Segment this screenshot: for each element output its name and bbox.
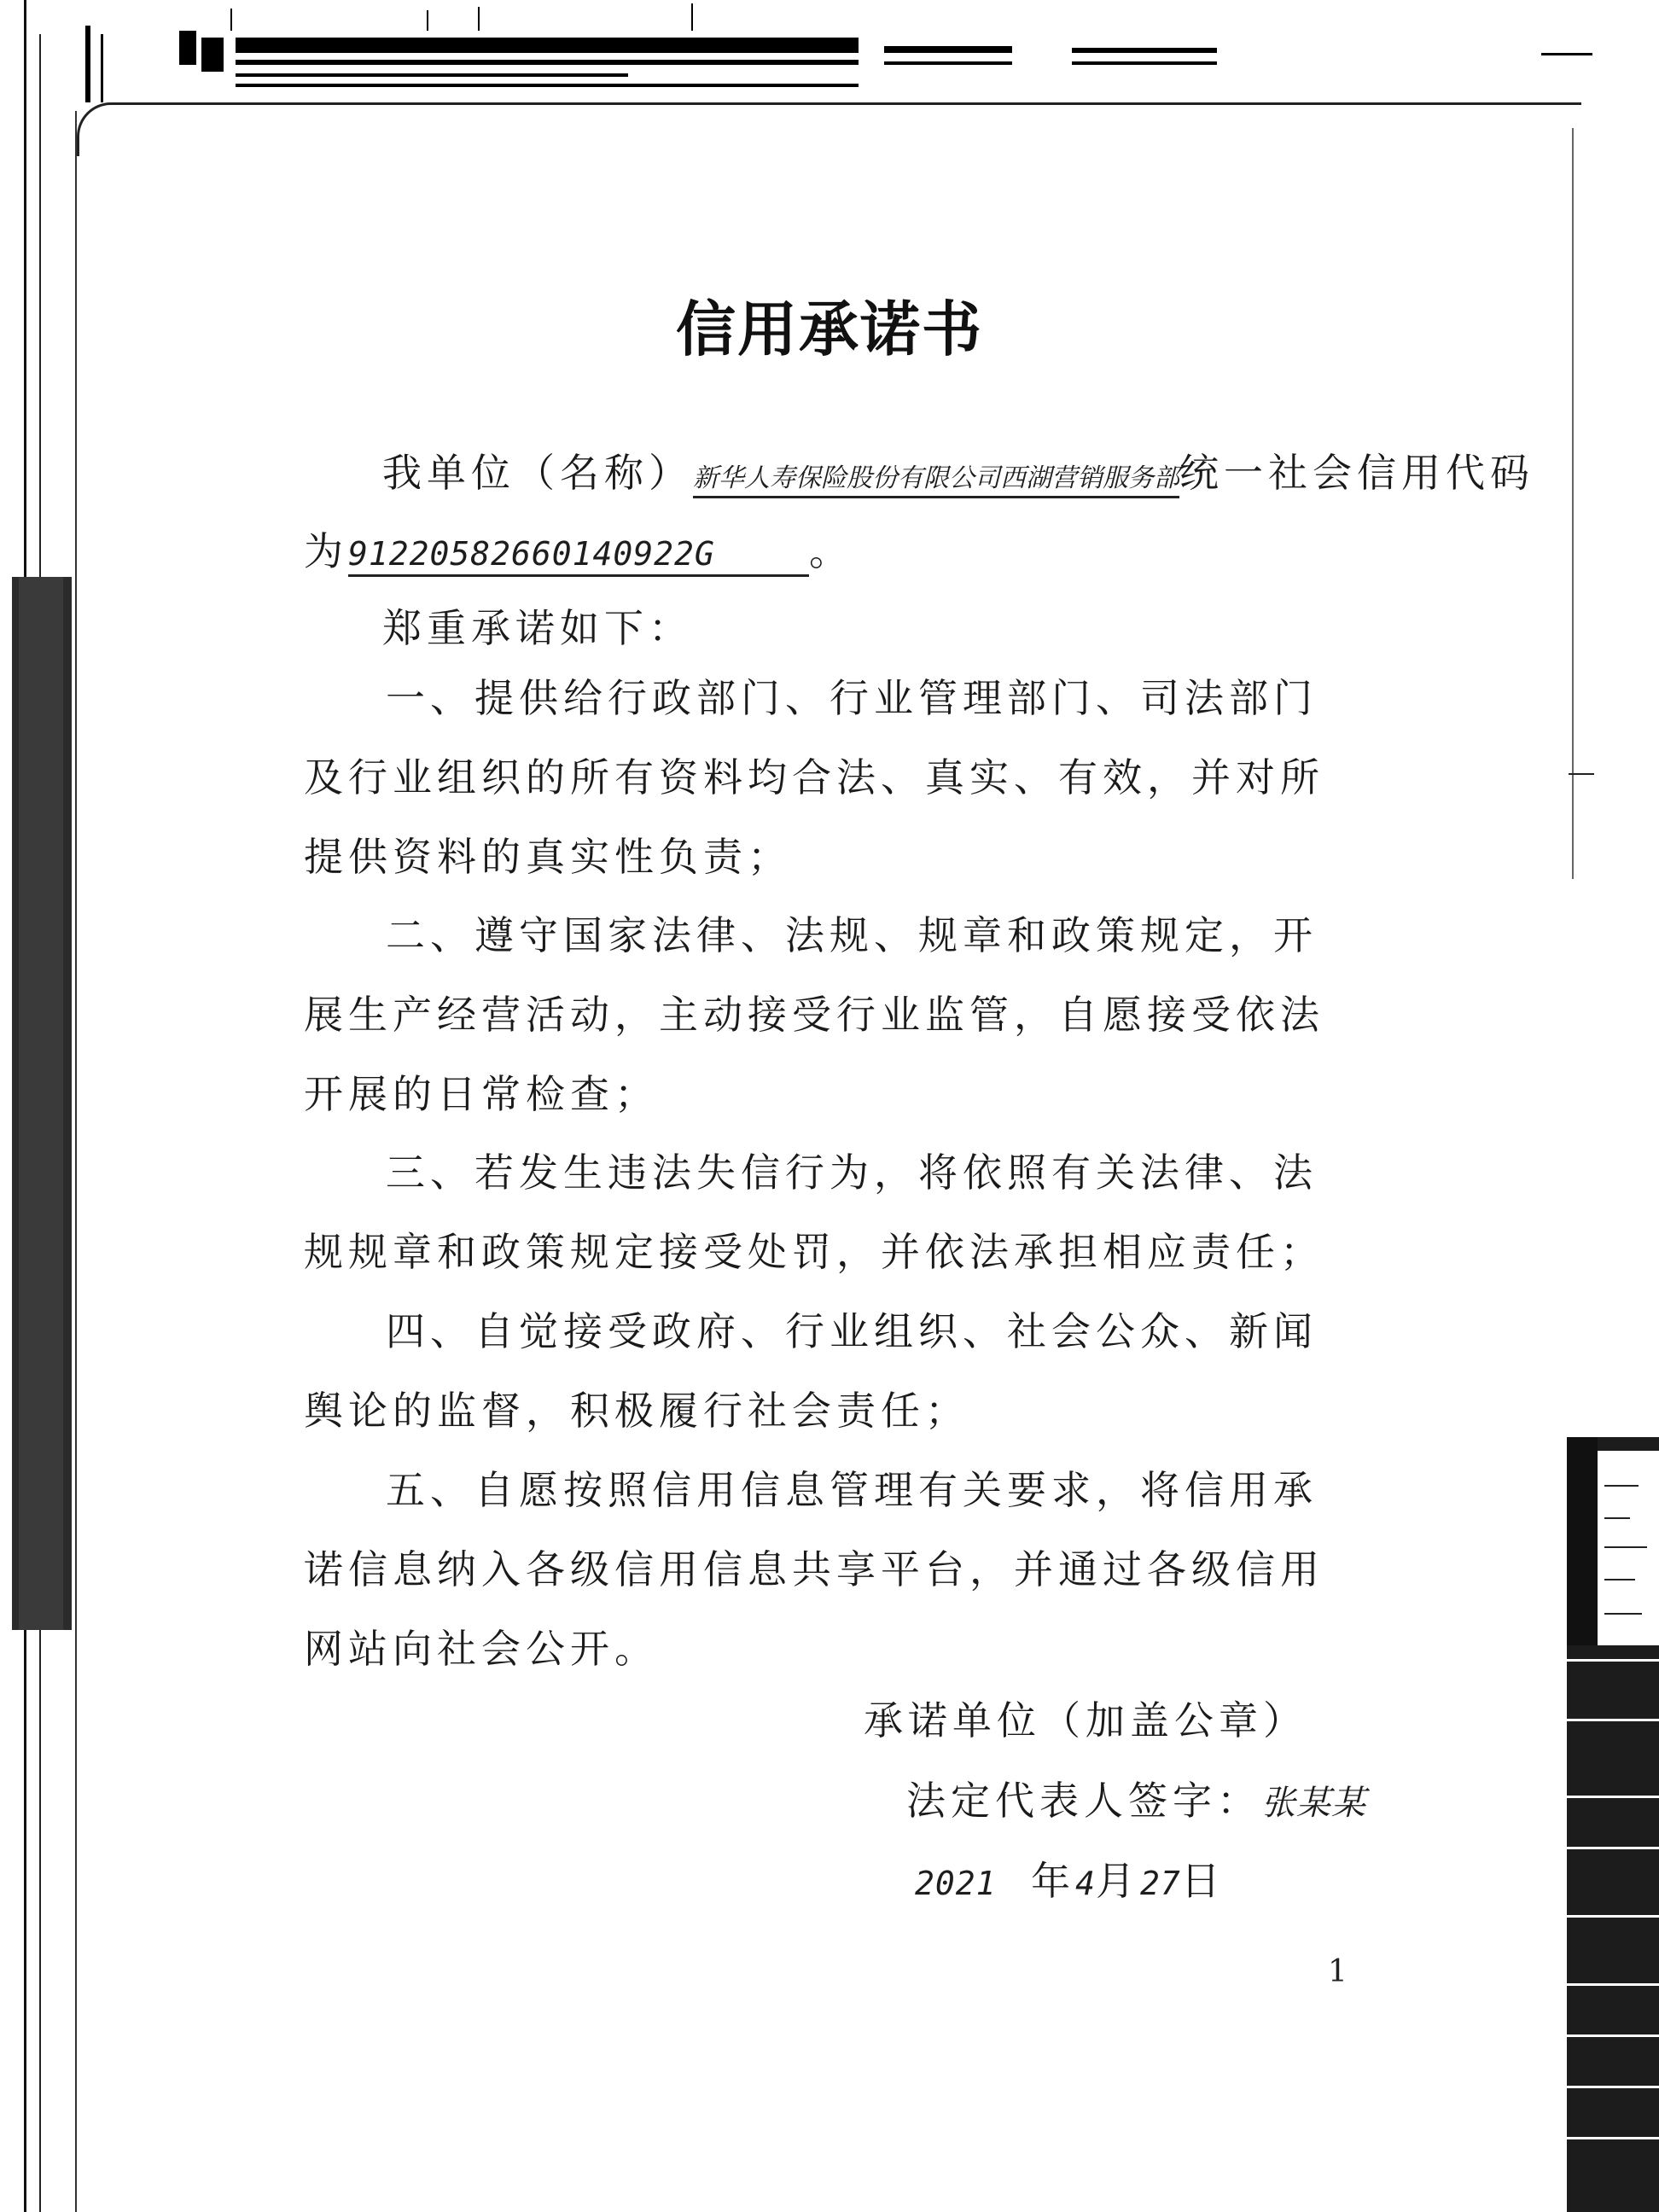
date-year-suffix: 年 [1031, 1858, 1076, 1904]
paper-edge [77, 102, 1581, 156]
pledge-item-2: 二、遵守国家法律、法规、规章和政策规定，开展生产经营活动，主动接受行业监管，自愿接受依法开展的日常检查； [304, 912, 1324, 1117]
intro-line [304, 442, 1534, 498]
page-number: 1 [1328, 1954, 1348, 1989]
sign-date-line [915, 1850, 1225, 1906]
date-day-suffix: 日 [1180, 1858, 1225, 1904]
scan-top-noise [0, 0, 1659, 119]
sign-rep-line [906, 1770, 1366, 1826]
scan-shadow-band [12, 577, 72, 1630]
credit-code-line [304, 521, 853, 577]
date-year: 2021 [915, 1865, 997, 1902]
intro-suffix: 统一社会信用代码 [1179, 450, 1534, 496]
sign-rep-label: 法定代表人签字： [906, 1778, 1261, 1824]
company-name-handwritten: 新华人寿保险股份有限公司西湖营销服务部 [693, 457, 1179, 498]
sign-rep-name-handwritten: 张某某 [1261, 1784, 1366, 1823]
pledge-item-4: 四、自觉接受政府、行业组织、社会公众、新闻舆论的监督，积极履行社会责任； [304, 1308, 1318, 1434]
pledge-lead: 郑重承诺如下： [382, 605, 693, 651]
credit-code-handwritten: 91220582660140922G [348, 535, 809, 577]
scan-notch [1598, 1451, 1659, 1645]
pledge-item-3: 三、若发生违法失信行为，将依照有关法律、法规规章和政策规定接受处罚，并依法承担相应责任； [304, 1150, 1324, 1275]
date-day: 27 [1140, 1865, 1181, 1902]
pledge-item-5: 五、自愿按照信用信息管理有关要求，将信用承诺信息纳入各级信用信息共享平台，并通过各级信用网站向社会公开。 [304, 1467, 1324, 1672]
document-title: 信用承诺书 [676, 294, 983, 364]
date-month-suffix: 月 [1096, 1858, 1141, 1904]
intro-prefix: 我单位（名称） [382, 450, 693, 496]
sign-unit-label: 承诺单位（加盖公章） [864, 1697, 1307, 1743]
scan-edge-line [1572, 128, 1574, 879]
date-month: 4 [1075, 1865, 1097, 1902]
scan-edge-line [75, 111, 77, 2212]
credit-code-prefix: 为 [304, 528, 348, 574]
scan-edge-tick [1569, 773, 1594, 775]
scan-shadow-block [1567, 1437, 1598, 1645]
credit-code-end: 。 [809, 528, 853, 574]
pledge-item-1: 一、提供给行政部门、行业管理部门、司法部门及行业组织的所有资料均合法、真实、有效，并对所提供资料的真实性负责； [304, 675, 1324, 880]
